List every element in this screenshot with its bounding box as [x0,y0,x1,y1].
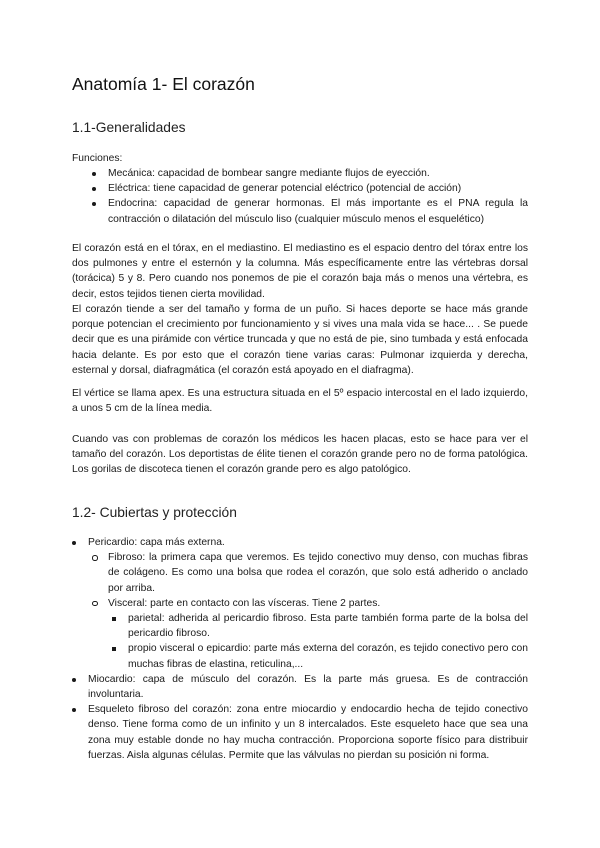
list-item: Eléctrica: tiene capacidad de generar potencial eléctrico (potencial de acción) [108,181,528,196]
list-item-pericardio [88,535,528,672]
list-item-parietal: parietal: adherida al pericardio fibroso. Esta parte también forma parte de la bolsa del pericardio fibroso. [128,611,528,641]
pericardio-sublist [108,550,528,672]
list-item-miocardio: Miocardio: capa de músculo del corazón. Es la parte más gruesa. Es de contracción involuntaria. [88,672,528,702]
list-item-epicardio: propio visceral o epicardio: parte más externa del corazón, es tejido conectivo pero con muchas fibras de elastina, reticulina,... [128,641,528,671]
funciones-label: Funciones: [72,153,123,164]
list-item: Endocrina: capacidad de generar hormonas. El más importante es el PNA regula la contracción o dilatación del músculo liso (cualquier músculo menos el esquelético) [108,196,528,226]
list-item: Mecánica: capacidad de bombear sangre mediante flujos de eyección. [108,166,528,181]
list-item-esqueleto: Esqueleto fibroso del corazón: zona entre miocardio y endocardio hecha de tejido conectivo denso. Tiene forma como de un infinito y un 8 intercalados. Este esqueleto hace que sea una zona muy estable donde no hay mucha contracción. Proporciona soporte físico para distribuir fuerzas. Aisla algunas células. Permite que las válvulas no pierdan su posición ni forma. [88,702,528,763]
paragraph-placas: Cuando vas con problemas de corazón los médicos les hacen placas, esto se hace para ver el tamaño del corazón. Los deportistas de élite tienen el corazón grande pero no de forma patológica. Los gorilas de discoteca tienen el corazón grande pero es algo patológico. [72,434,528,476]
list-item-fibroso: Fibroso: la primera capa que veremos. Es tejido conectivo muy denso, con muchas fibras de colágeno. Es como una bolsa que rodea el corazón, que solo está adherido o anclado por arriba. [108,550,528,596]
paragraph-mediastino: El corazón está en el tórax, en el mediastino. El mediastino es el espacio dentro del tórax entre los dos pulmones y entre el esternón y la columna. Más específicamente entre las vértebras dorsal (torácica) 5 y 8. Pero cuando nos ponemos de pie el corazón baja más o menos una vértebra, es decir, estos tejidos tienen cierta movilidad. [72,243,528,300]
funciones-list [108,166,528,227]
paragraph-tamano: El corazón tiende a ser del tamaño y forma de un puño. Si haces deporte se hace más grande porque potencian el crecimiento por funcionamiento y si vives una mala vida se hace... . Se puede decir que es una pirámide con vértice truncada y que no está de pie, sino tumbada y está enfocada hacia delante. Es por esto que el corazón tiene varias caras: Pulmonar izquierda y derecha, esternal y dorsal, diafragmática (el corazón está apoyado en el diafragma). [72,304,528,376]
list-item-visceral [108,596,528,672]
pericardio-text: Pericardio: capa más externa. [88,537,225,548]
visceral-text: Visceral: parte en contacto con las vísceras. Tiene 2 partes. [108,597,381,609]
section-heading-generalidades: 1.1-Generalidades [72,120,186,135]
paragraph-apex: El vértice se llama apex. Es una estructura situada en el 5º espacio intercostal en el lado izquierdo, a unos 5 cm de la línea media. [72,388,528,415]
cubiertas-list [88,535,528,763]
document-title: Anatomía 1- El corazón [72,74,255,94]
visceral-sublist [128,611,528,672]
section-heading-cubiertas: 1.2- Cubiertas y protección [72,505,237,520]
